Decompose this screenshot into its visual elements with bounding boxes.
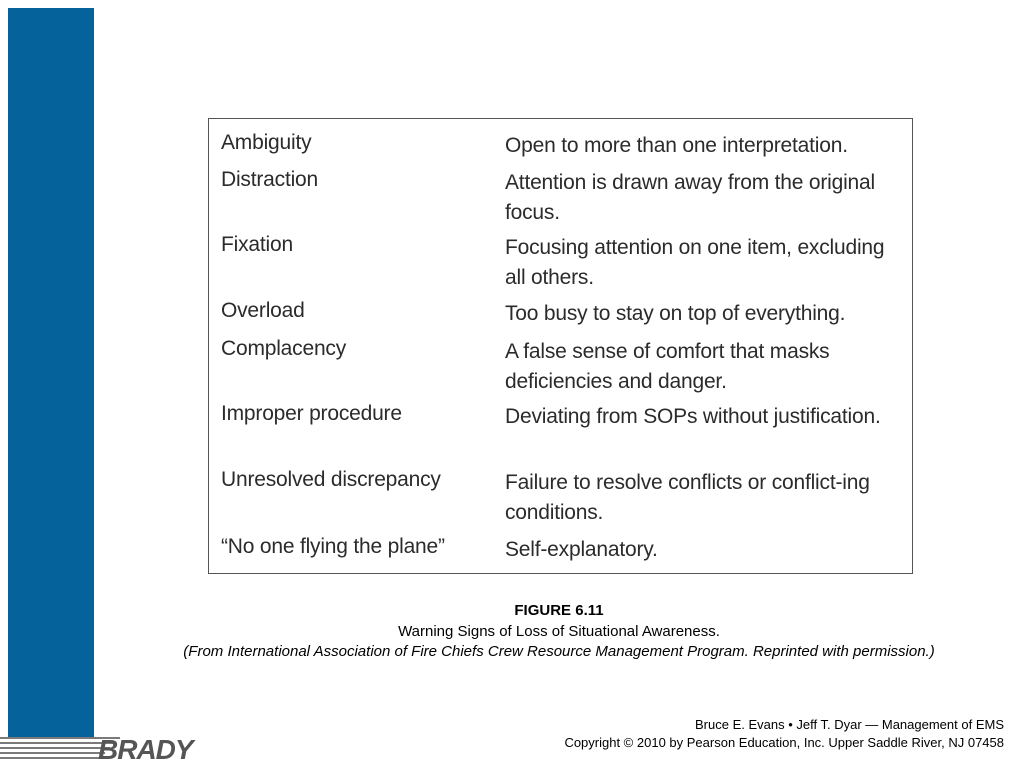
sign-term: “No one flying the plane” — [221, 535, 445, 558]
figure-credit: (From International Association of Fire Chiefs Crew Resource Management Program. Reprinted with permission.) — [183, 643, 935, 660]
sign-term: Overload — [221, 299, 305, 322]
sign-term: Fixation — [221, 233, 293, 256]
sign-term: Complacency — [221, 337, 347, 360]
warning-signs-figure — [208, 118, 913, 574]
sign-definition: Failure to resolve conflicts or conflict-ing conditions. — [505, 471, 870, 524]
sign-term: Improper procedure — [221, 402, 402, 425]
footer-authors: Bruce E. Evans • Jeff T. Dyar — Management of EMS — [695, 717, 1004, 732]
left-accent-bar — [8, 8, 94, 738]
sign-definition: A false sense of comfort that masks deficiencies and danger. — [505, 340, 830, 393]
sign-term: Distraction — [221, 168, 318, 191]
figure-caption: Warning Signs of Loss of Situational Awareness. — [398, 623, 720, 640]
sign-definition: Focusing attention on one item, excluding all others. — [505, 236, 885, 289]
sign-definition: Open to more than one interpretation. — [505, 134, 848, 157]
sign-definition: Self-explanatory. — [505, 538, 658, 561]
sign-definition: Too busy to stay on top of everything. — [505, 302, 846, 325]
sign-term: Ambiguity — [221, 131, 312, 154]
brady-logo-text: BRADY — [98, 734, 193, 763]
brady-logo — [0, 733, 240, 763]
sign-definition: Attention is drawn away from the original focus. — [505, 171, 875, 224]
figure-number: FIGURE 6.11 — [514, 602, 604, 619]
sign-definition: Deviating from SOPs without justification. — [505, 405, 881, 428]
footer-copyright: Copyright © 2010 by Pearson Education, Inc. Upper Saddle River, NJ 07458 — [564, 735, 1004, 750]
sign-term: Unresolved discrepancy — [221, 468, 441, 491]
